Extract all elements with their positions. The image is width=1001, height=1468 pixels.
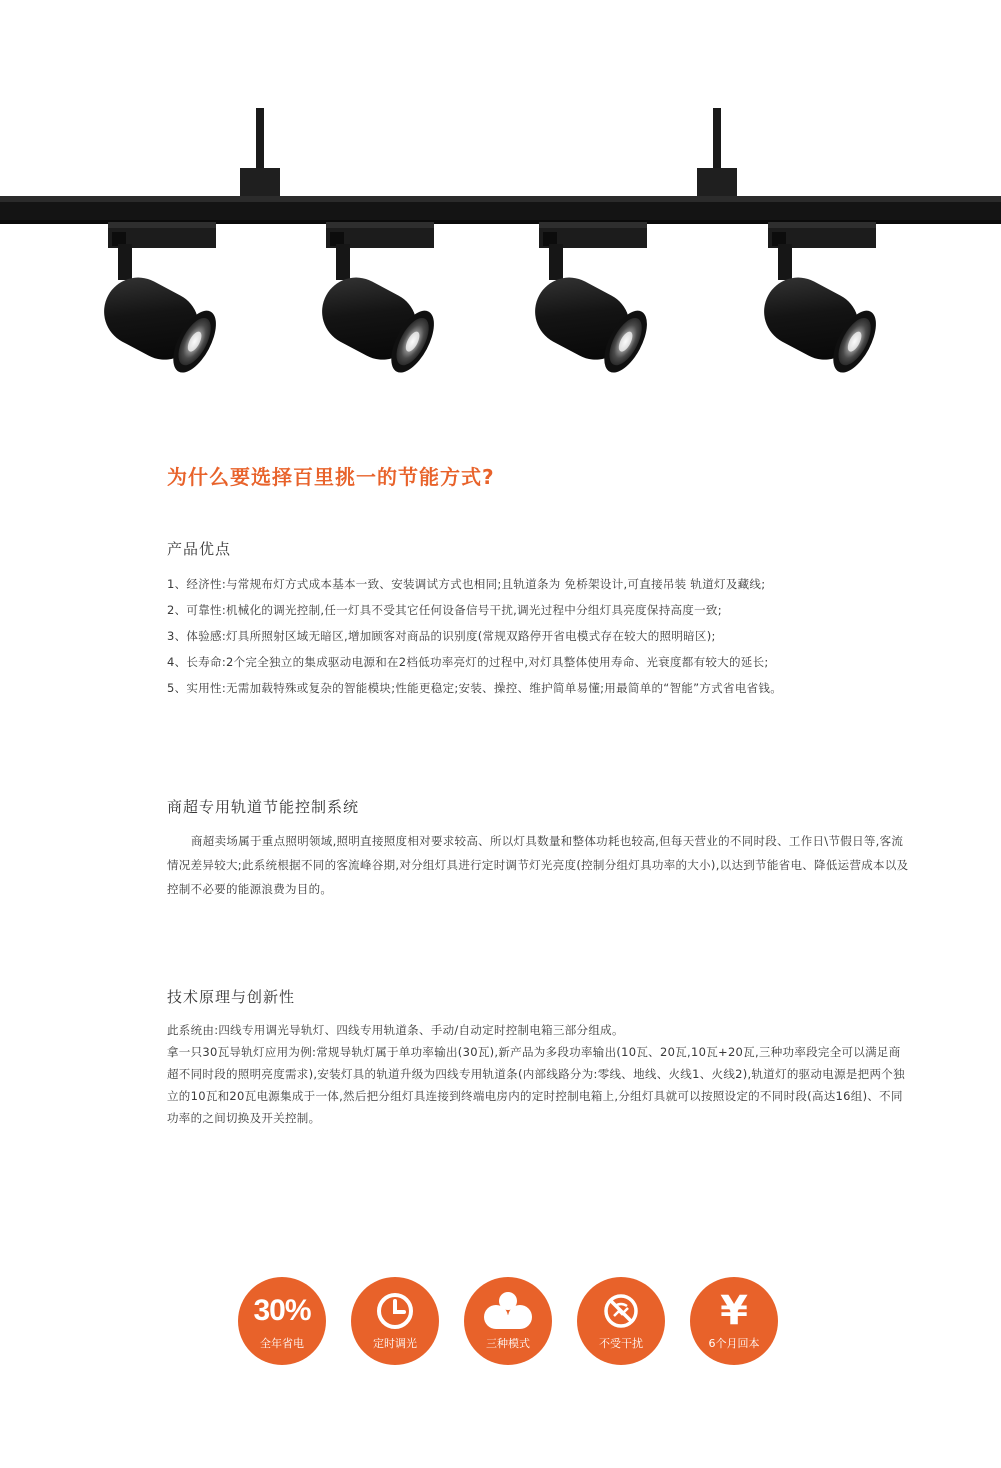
modes-badge xyxy=(464,1277,552,1365)
no-signal-icon xyxy=(601,1291,641,1331)
feature-badges xyxy=(238,1277,778,1367)
section-body: 此系统由:四线专用调光导轨灯、四线专用轨道条、手动/自动定时控制电箱三部分组成。 xyxy=(167,1023,624,1037)
spotlight-fixture xyxy=(310,222,443,379)
spotlight-fixture xyxy=(752,222,885,379)
badge-label: 6个月回本 xyxy=(708,1337,760,1350)
clock-icon xyxy=(375,1291,415,1331)
tech-section xyxy=(167,986,912,1129)
badge-label: 不受干扰 xyxy=(599,1337,643,1350)
cluster-icon xyxy=(483,1289,533,1333)
section-body: 商超卖场属于重点照明领域,照明直接照度相对要求较高、所以灯具数量和整体功耗也较高,但每天营业的不同时段、工作日\节假日等,客流情况差异较大;此系统根据不同的客流峰谷期,对分组灯具进行定时调节灯光亮度(控制分组灯具功率的大小),以达到节能省电、降低运营成本以及控制不必要的能源浪费为目的。 xyxy=(167,834,909,896)
percent-text: 30% xyxy=(253,1294,311,1327)
badge-label: 全年省电 xyxy=(260,1337,304,1350)
section-title: 产品优点 xyxy=(167,540,232,558)
advantage-item: 2、可靠性:机械化的调光控制,任一灯具不受其它任何设备信号干扰,调光过程中分组灯具亮度保持高度一致; xyxy=(167,603,722,617)
section-body: 拿一只30瓦导轨灯应用为例:常规导轨灯属于单功率输出(30瓦),新产品为多段功率输出(10瓦、20瓦,10瓦+20瓦,三种功率段完全可以满足商超不同时段的照明亮度需求),安装灯具的轨道升级为四线专用轨道条(内部线路分为:零线、地线、火线1、火线2),轨道灯的驱动电源是把两个独立的10瓦和20瓦电源集成于一体,然后把分组灯具连接到终端电房内的定时控制电箱上,分组灯具就可以按照设定的不同时段(高达16组)、不同功率的之间切换及开关控制。 xyxy=(167,1045,905,1125)
advantage-item: 5、实用性:无需加载特殊或复杂的智能模块;性能更稳定;安装、操控、维护简单易懂;用最简单的“智能”方式省电省钱。 xyxy=(167,681,783,695)
spotlight-fixture xyxy=(523,222,656,379)
suspension-clamp xyxy=(697,168,737,196)
yen-icon: ¥ xyxy=(720,1288,748,1334)
suspension-rod xyxy=(256,108,264,170)
suspension-rod xyxy=(713,108,721,170)
badge-label: 三种模式 xyxy=(486,1337,530,1350)
saving-badge xyxy=(238,1277,326,1365)
advantage-item: 1、经济性:与常规布灯方式成本基本一致、安装调试方式也相同;且轨道条为 免桥架设计,可直接吊装 轨道灯及藏线; xyxy=(167,577,766,591)
advantages-section xyxy=(167,538,912,701)
section-title: 商超专用轨道节能控制系统 xyxy=(167,798,360,816)
track-light-illustration xyxy=(0,0,1001,400)
section-title: 技术原理与创新性 xyxy=(167,988,296,1006)
page-headline: 为什么要选择百里挑一的节能方式? xyxy=(167,465,495,489)
spotlight-fixture xyxy=(92,222,225,379)
system-section xyxy=(167,796,912,901)
advantage-item: 4、长寿命:2个完全独立的集成驱动电源和在2档低功率亮灯的过程中,对灯具整体使用寿命、光衰度都有较大的延长; xyxy=(167,655,769,669)
badge-label: 定时调光 xyxy=(373,1337,417,1350)
timer-badge xyxy=(351,1277,439,1365)
interference-badge xyxy=(577,1277,665,1365)
advantage-item: 3、体验感:灯具所照射区域无暗区,增加顾客对商品的识别度(常规双路停开省电模式存在较大的照明暗区); xyxy=(167,629,716,643)
suspension-clamp xyxy=(240,168,280,196)
payback-badge xyxy=(690,1277,778,1365)
